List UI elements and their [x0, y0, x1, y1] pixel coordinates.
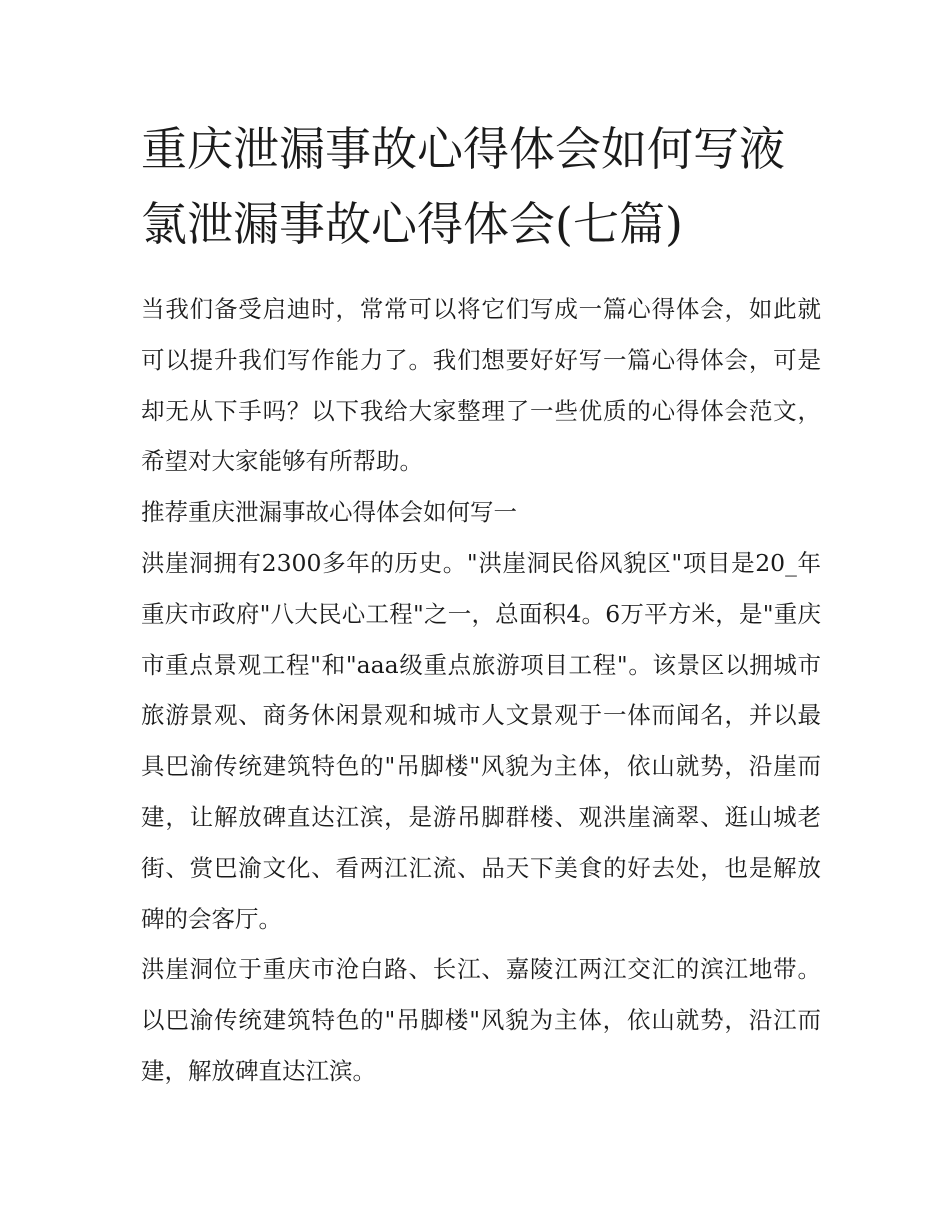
- intro-paragraph: 当我们备受启迪时，常常可以将它们写成一篇心得体会，如此就可以提升我们写作能力了。我们想要好好写一篇心得体会，可是却无从下手吗？以下我给大家整理了一些优质的心得体会范文，希望对大家能够有所帮助。: [141, 295, 821, 476]
- document-page: [141, 112, 821, 1097]
- document-title: 重庆泄漏事故心得体会如何写液氯泄漏事故心得体会(七篇): [141, 122, 785, 251]
- document-body: [141, 284, 821, 1097]
- section-heading: 推荐重庆泄漏事故心得体会如何写一: [141, 498, 517, 527]
- history-paragraph: 洪崖洞拥有2300多年的历史。"洪崖洞民俗风貌区"项目是20_年重庆市政府"八大民心工程"之一，总面积4。6万平方米，是"重庆市重点景观工程"和"aaa级重点旅游项目工程"。该景区以拥城市旅游景观、商务休闲景观和城市人文景观于一体而闻名，并以最具巴渝传统建筑特色的"吊脚楼"风貌为主体，依山就势，沿崖而建，让解放碑直达江滨，是游吊脚群楼、观洪崖滴翠、逛山城老街、赏巴渝文化、看两江汇流、品天下美食的好去处，也是解放碑的会客厅。: [141, 548, 821, 933]
- location-paragraph: 洪崖洞位于重庆市沧白路、长江、嘉陵江两江交汇的滨江地带。以巴渝传统建筑特色的"吊脚楼"风貌为主体，依山就势，沿江而建，解放碑直达江滨。: [141, 955, 821, 1085]
